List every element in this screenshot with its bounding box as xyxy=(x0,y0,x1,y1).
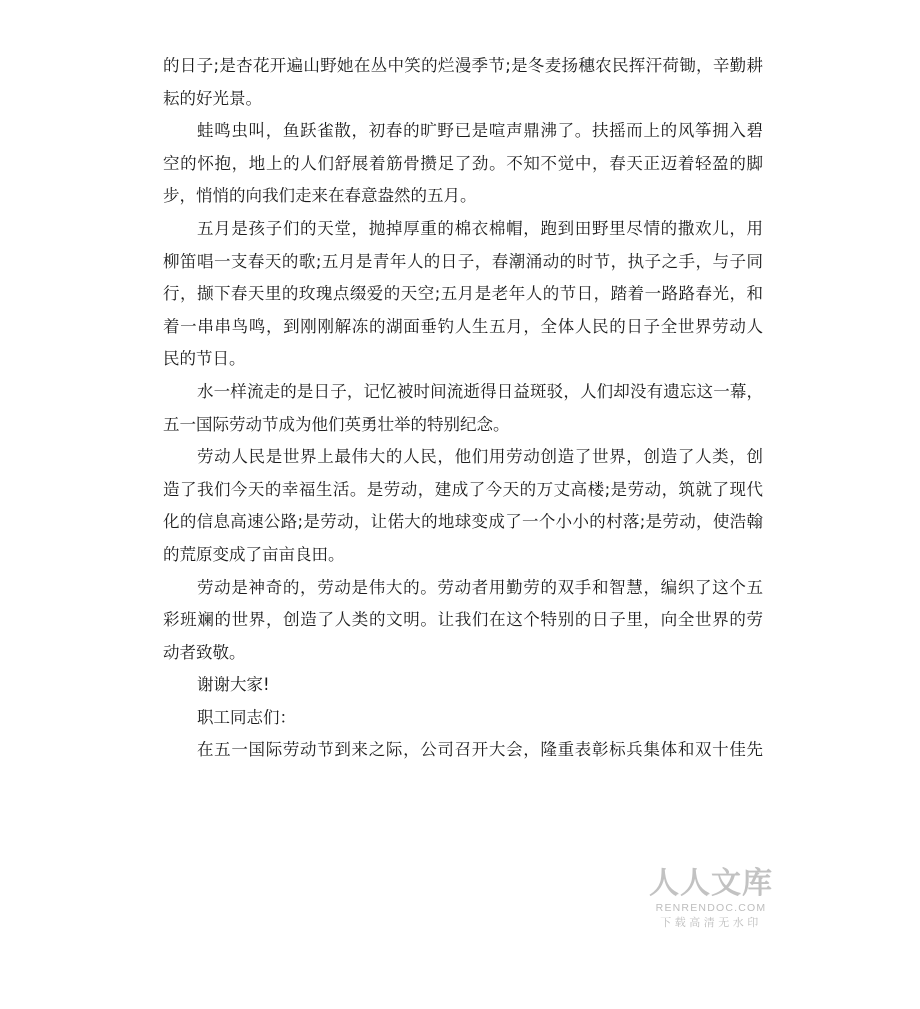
watermark-logo xyxy=(648,866,774,931)
text-line-4: 空的怀抱，地上的人们舒展着筋骨攒足了劲。不知不觉中，春天正迈着轻盈的脚 xyxy=(163,153,763,173)
text-line-3: 蛙鸣虫叫，鱼跃雀散，初春的旷野已是喧声鼎沸了。扶摇而上的风筝拥入碧 xyxy=(197,121,763,141)
document-body xyxy=(163,50,763,767)
text-line-19: 动者致敬。 xyxy=(163,642,246,662)
watermark-url: RENRENDOC.COM xyxy=(655,902,767,914)
watermark-title: 人人文库 xyxy=(649,866,773,901)
text-line-1: 的日子;是杏花开遍山野她在丛中笑的烂漫季节;是冬麦扬穗农民挥汗荷锄，辛勤耕 xyxy=(163,56,763,75)
text-line-11: 水一样流走的是日子，记忆被时间流逝得日益斑驳，人们却没有遗忘这一幕， xyxy=(197,381,763,401)
text-line-22: 在五一国际劳动节到来之际，公司召开大会，隆重表彰标兵集体和双十佳先 xyxy=(197,740,763,760)
text-line-17: 劳动是神奇的，劳动是伟大的。劳动者用勤劳的双手和智慧，编织了这个五 xyxy=(197,577,763,597)
text-line-18: 彩班斓的世界，创造了人类的文明。让我们在这个特别的日子里，向全世界的劳 xyxy=(163,610,763,630)
text-line-21: 职工同志们： xyxy=(197,707,296,727)
text-line-8: 行，撷下春天里的玫瑰点缀爱的天空;五月是老年人的节日，踏着一路路春光，和 xyxy=(163,284,763,304)
text-line-14: 造了我们今天的幸福生活。是劳动，建成了今天的万丈高楼;是劳动，筑就了现代 xyxy=(163,479,763,499)
text-line-6: 五月是孩子们的天堂，抛掉厚重的棉衣棉帽，跑到田野里尽情的撒欢儿，用 xyxy=(197,218,763,238)
text-line-12: 五一国际劳动节成为他们英勇壮举的特别纪念。 xyxy=(163,414,510,434)
text-line-15: 化的信息高速公路;是劳动，让偌大的地球变成了一个小小的村落;是劳动，使浩翰 xyxy=(163,512,763,532)
text-line-7: 柳笛唱一支春天的歌;五月是青年人的日子，春潮涌动的时节，执子之手，与子同 xyxy=(163,251,763,271)
text-line-13: 劳动人民是世界上最伟大的人民，他们用劳动创造了世界，创造了人类，创 xyxy=(197,447,763,467)
text-line-16: 的荒原变成了亩亩良田。 xyxy=(163,544,345,564)
text-line-5: 步，悄悄的向我们走来在春意盎然的五月。 xyxy=(163,186,477,206)
text-line-20: 谢谢大家! xyxy=(197,675,270,695)
text-line-2: 耘的好光景。 xyxy=(163,88,262,108)
text-line-10: 民的节日。 xyxy=(163,349,246,369)
watermark-tagline: 下载高清无水印 xyxy=(660,916,762,929)
text-line-9: 着一串串鸟鸣，到刚刚解冻的湖面垂钓人生五月，全体人民的日子全世界劳动人 xyxy=(163,316,763,336)
